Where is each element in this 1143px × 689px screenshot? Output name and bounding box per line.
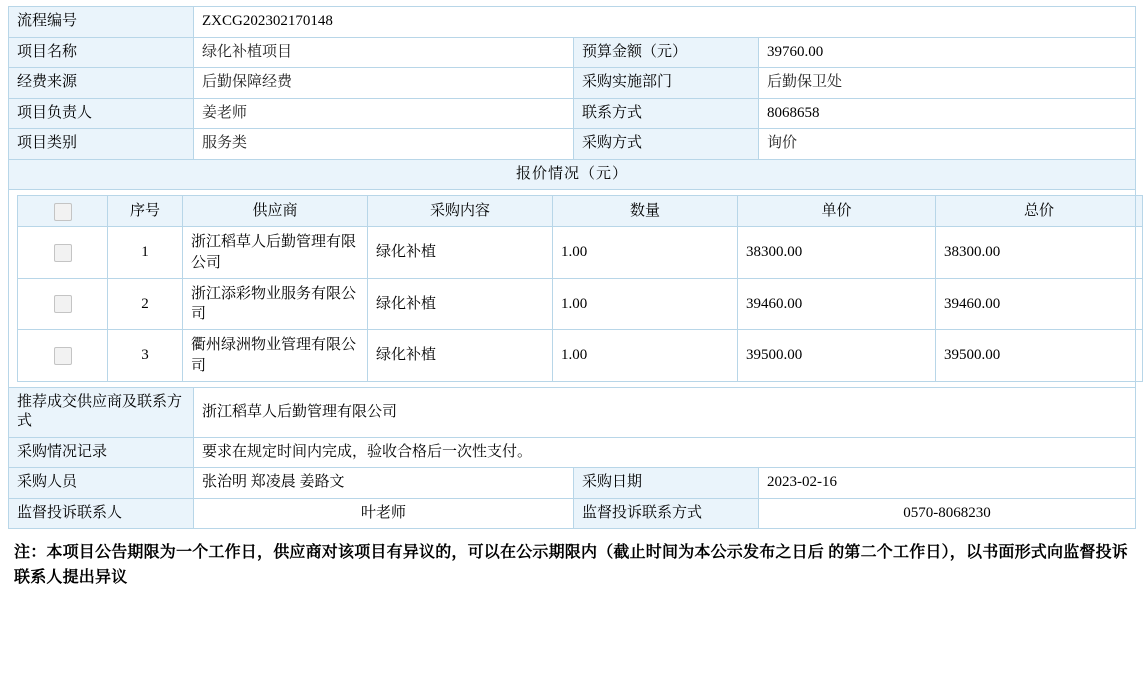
cell-quantity: 1.00 — [553, 330, 738, 382]
cell-content: 绿化补植 — [368, 227, 553, 279]
form-row-quote-table — [9, 190, 1136, 388]
cell-unit-price: 39460.00 — [738, 278, 936, 330]
label-contact: 联系方式 — [574, 98, 759, 129]
table-row — [18, 227, 1143, 279]
footer-note: 注：本项目公告期限为一个工作日，供应商对该项目有异议的，可以在公示期限内（截止时间为本公示发布之日后 的第二个工作日），以书面形式向监督投诉联系人提出异议 — [14, 544, 1129, 587]
cell-total-price: 39460.00 — [936, 278, 1143, 330]
quotation-table — [17, 195, 1143, 382]
row-select-checkbox[interactable] — [54, 244, 72, 262]
label-project-name: 项目名称 — [9, 37, 194, 68]
form-row-buyer — [9, 468, 1136, 499]
cell-unit-price: 38300.00 — [738, 227, 936, 279]
procurement-form-table — [8, 6, 1136, 529]
header-unit-price: 单价 — [738, 196, 936, 227]
label-project-manager: 项目负责人 — [9, 98, 194, 129]
label-budget-amount: 预算金额（元） — [574, 37, 759, 68]
row-select-cell — [18, 278, 108, 330]
quote-table-cell — [9, 190, 1136, 388]
label-recommended-supplier: 推荐成交供应商及联系方式 — [9, 387, 194, 437]
value-contact: 8068658 — [759, 98, 1136, 129]
cell-supplier: 衢州绿洲物业管理有限公司 — [183, 330, 368, 382]
form-row-supervisor — [9, 498, 1136, 529]
row-select-checkbox[interactable] — [54, 295, 72, 313]
label-purchase-date: 采购日期 — [574, 468, 759, 499]
value-buyer: 张治明 郑凌晨 姜路文 — [194, 468, 574, 499]
label-project-category: 项目类别 — [9, 129, 194, 160]
form-row-recommend — [9, 387, 1136, 437]
value-project-name: 绿化补植项目 — [194, 37, 574, 68]
form-row-project-category — [9, 129, 1136, 160]
header-select — [18, 196, 108, 227]
cell-content: 绿化补植 — [368, 330, 553, 382]
value-procurement-record: 要求在规定时间内完成，验收合格后一次性支付。 — [194, 437, 1136, 468]
label-process-number: 流程编号 — [9, 7, 194, 38]
form-row-project-name — [9, 37, 1136, 68]
cell-supplier: 浙江稻草人后勤管理有限公司 — [183, 227, 368, 279]
cell-index: 2 — [108, 278, 183, 330]
cell-content: 绿化补植 — [368, 278, 553, 330]
form-row-funding-source — [9, 68, 1136, 99]
header-index: 序号 — [108, 196, 183, 227]
label-supervisor-contact-person: 监督投诉联系人 — [9, 498, 194, 529]
row-select-checkbox[interactable] — [54, 347, 72, 365]
cell-unit-price: 39500.00 — [738, 330, 936, 382]
value-project-category: 服务类 — [194, 129, 574, 160]
value-funding-source: 后勤保障经费 — [194, 68, 574, 99]
label-procurement-record: 采购情况记录 — [9, 437, 194, 468]
header-supplier: 供应商 — [183, 196, 368, 227]
table-row — [18, 330, 1143, 382]
form-row-section-title — [9, 159, 1136, 190]
table-row — [18, 278, 1143, 330]
value-purchase-date: 2023-02-16 — [759, 468, 1136, 499]
cell-index: 1 — [108, 227, 183, 279]
cell-quantity: 1.00 — [553, 227, 738, 279]
value-process-number: ZXCG202302170148 — [194, 7, 1136, 38]
value-supervisor-contact-method: 0570-8068230 — [759, 498, 1136, 529]
cell-supplier: 浙江添彩物业服务有限公司 — [183, 278, 368, 330]
cell-quantity: 1.00 — [553, 278, 738, 330]
label-funding-source: 经费来源 — [9, 68, 194, 99]
value-budget-amount: 39760.00 — [759, 37, 1136, 68]
quote-header-row — [18, 196, 1143, 227]
label-supervisor-contact-method: 监督投诉联系方式 — [574, 498, 759, 529]
row-select-cell — [18, 330, 108, 382]
label-procurement-method: 采购方式 — [574, 129, 759, 160]
row-select-cell — [18, 227, 108, 279]
label-procurement-department: 采购实施部门 — [574, 68, 759, 99]
value-procurement-method: 询价 — [759, 129, 1136, 160]
form-row-process-number — [9, 7, 1136, 38]
label-buyer: 采购人员 — [9, 468, 194, 499]
value-recommended-supplier: 浙江稻草人后勤管理有限公司 — [194, 387, 1136, 437]
value-procurement-department: 后勤保卫处 — [759, 68, 1136, 99]
header-total-price: 总价 — [936, 196, 1143, 227]
select-all-checkbox[interactable] — [54, 203, 72, 221]
form-row-project-manager — [9, 98, 1136, 129]
cell-index: 3 — [108, 330, 183, 382]
form-row-record — [9, 437, 1136, 468]
value-project-manager: 姜老师 — [194, 98, 574, 129]
section-title-quotation: 报价情况（元） — [9, 159, 1136, 190]
cell-total-price: 38300.00 — [936, 227, 1143, 279]
header-quantity: 数量 — [553, 196, 738, 227]
value-supervisor-contact-person: 叶老师 — [194, 498, 574, 529]
header-content: 采购内容 — [368, 196, 553, 227]
cell-total-price: 39500.00 — [936, 330, 1143, 382]
